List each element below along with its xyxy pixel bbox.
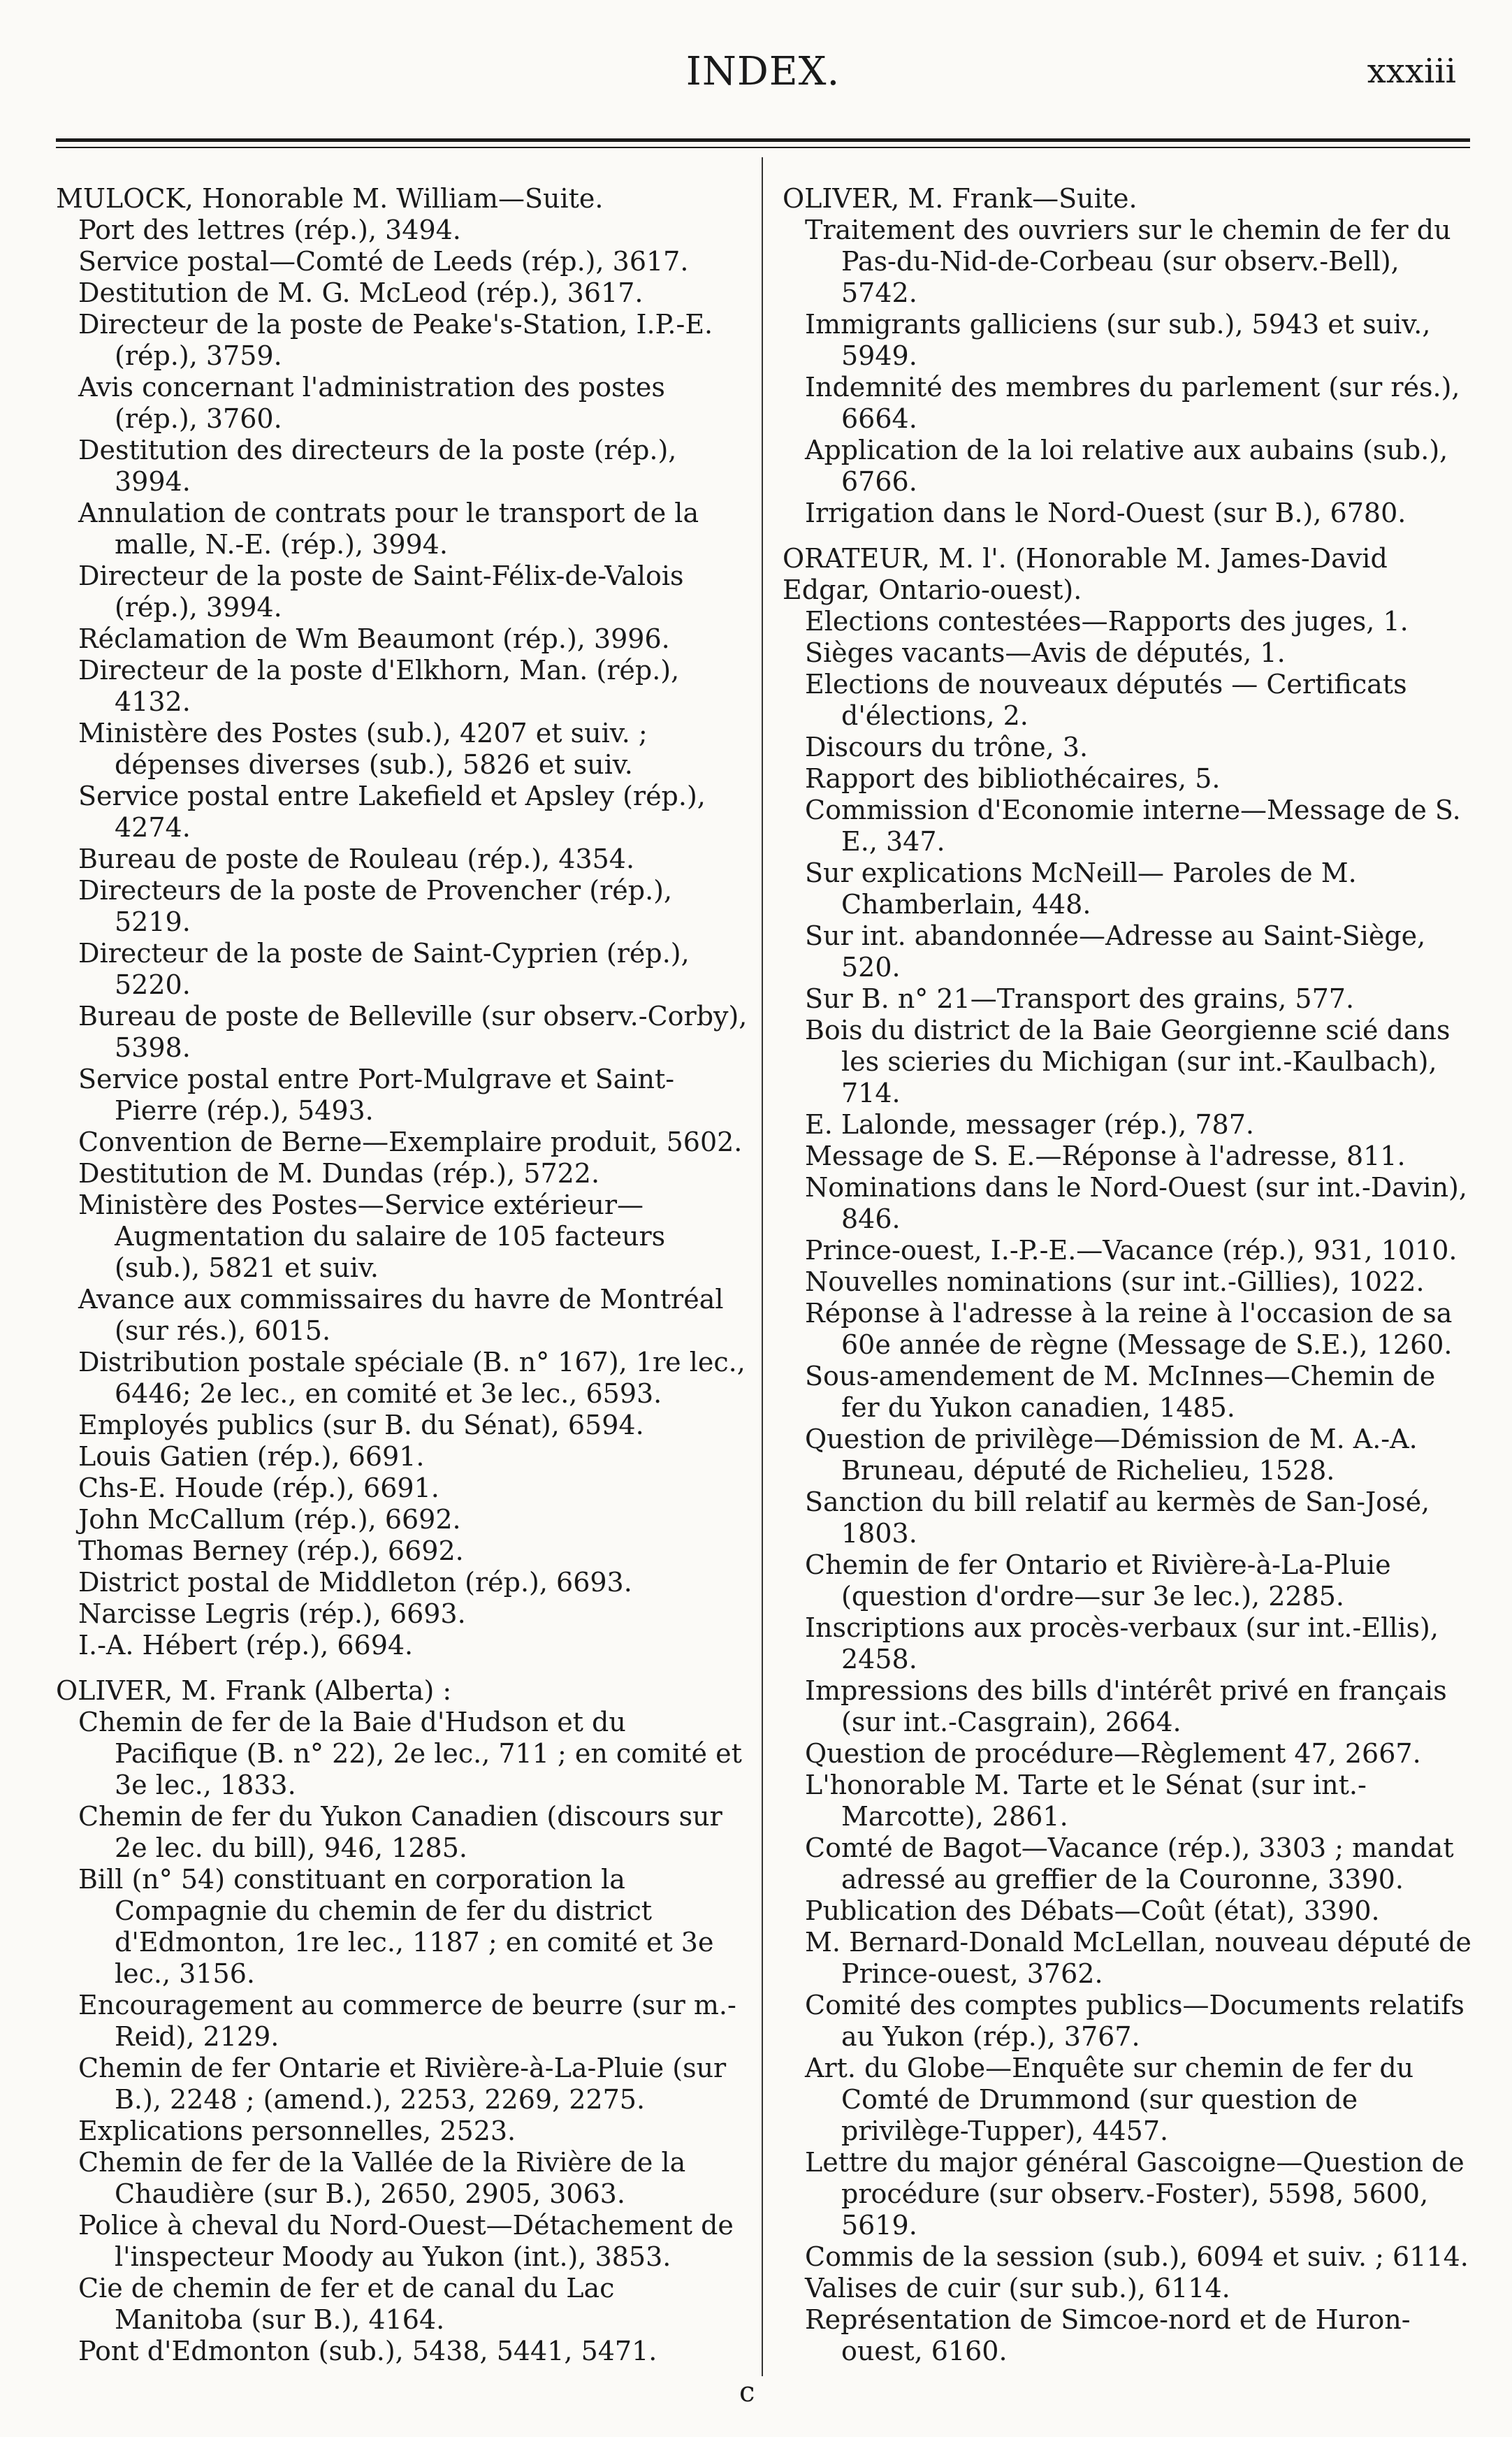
entry-text: Directeur de la poste de Saint-Félix-de-Valois (rép.), 3994.	[78, 561, 684, 623]
entry-text: Impressions des bills d'intérêt privé en français (sur int.-Casgrain), 2664.	[805, 1675, 1447, 1737]
entry-text: Indemnité des membres du parlement (sur rés.), 6664.	[805, 372, 1460, 434]
entry-text: Immigrants galliciens (sur sub.), 5943 et suiv., 5949.	[805, 309, 1431, 371]
entry-text: Traitement des ouvriers sur le chemin de fer du Pas-du-Nid-de-Corbeau (sur observ.-Bell), 5742.	[805, 215, 1451, 308]
index-entry	[783, 795, 1474, 858]
index-entry	[56, 844, 748, 875]
entry-text: Elections de nouveaux députés — Certificats d'élections, 2.	[805, 669, 1407, 731]
index-entry	[56, 1441, 748, 1473]
index-entry	[56, 561, 748, 623]
index-entry	[56, 498, 748, 561]
index-section	[783, 543, 1474, 2367]
index-entry	[783, 606, 1474, 637]
index-entry	[783, 498, 1474, 529]
index-entry	[56, 1990, 748, 2053]
entry-text: Chemin de fer Ontario et Rivière-à-La-Pluie (question d'ordre—sur 3e lec.), 2285.	[805, 1549, 1391, 1612]
index-entry	[783, 763, 1474, 795]
entry-text: Bois du district de la Baie Georgienne scié dans les scieries du Michigan (sur int.-Kaulbach), 714.	[805, 1015, 1451, 1108]
index-entry	[56, 2147, 748, 2210]
entry-text: Réponse à l'adresse à la reine à l'occasion de sa 60e année de règne (Message de S.E.), 1260.	[805, 1298, 1453, 1360]
right-column	[783, 183, 1474, 2381]
index-entry	[783, 1141, 1474, 1172]
index-entry	[56, 1347, 748, 1410]
index-entry	[56, 1801, 748, 1864]
entry-text: District postal de Middleton (rép.), 6693.	[78, 1567, 632, 1598]
index-section	[56, 183, 748, 1661]
footer-signature-mark: c	[739, 2376, 755, 2408]
entry-text: Bureau de poste de Belleville (sur observ.-Corby), 5398.	[78, 1001, 748, 1063]
entry-text: Convention de Berne—Exemplaire produit, 5602.	[78, 1127, 743, 1157]
entry-text: Directeur de la poste de Saint-Cyprien (rép.), 5220.	[78, 938, 690, 1000]
index-entry	[56, 309, 748, 372]
entry-text: Comté de Bagot—Vacance (rép.), 3303 ; mandat adressé au greffier de la Couronne, 3390.	[805, 1832, 1454, 1895]
index-entry	[56, 1127, 748, 1158]
index-entry	[56, 1189, 748, 1284]
entry-text: Bill (n° 54) constituant en corporation la Compagnie du chemin de fer du district d'Edmonton, 1re lec., 1187 ; en comité et 3e lec., 3156.	[78, 1864, 714, 1989]
index-entry	[783, 1487, 1474, 1549]
entry-text: Chemin de fer de la Baie d'Hudson et du Pacifique (B. n° 22), 2e lec., 711 ; en comité et 3e lec., 1833.	[78, 1707, 742, 1800]
section-heading: OLIVER, M. Frank—Suite.	[783, 183, 1137, 214]
index-entry	[56, 1707, 748, 1801]
index-entry	[56, 2273, 748, 2336]
index-entry	[783, 1927, 1474, 1990]
index-entry	[783, 732, 1474, 763]
entry-text: Lettre du major général Gascoigne—Question de procédure (sur observ.-Foster), 5598, 5600, 5619.	[805, 2147, 1464, 2241]
entry-text: Chemin de fer du Yukon Canadien (discours sur 2e lec. du bill), 946, 1285.	[78, 1801, 722, 1863]
index-section	[56, 1675, 748, 2367]
index-entry	[783, 1770, 1474, 1832]
entry-text: Elections contestées—Rapports des juges, 1.	[805, 606, 1409, 637]
entry-text: Service postal entre Lakefield et Apsley (rép.), 4274.	[78, 781, 706, 843]
index-entry	[56, 215, 748, 246]
entry-text: Encouragement au commerce de beurre (sur m.-Reid), 2129.	[78, 1990, 736, 2052]
entry-text: Commission d'Economie interne—Message de S. E., 347.	[805, 795, 1461, 857]
entry-text: Rapport des bibliothécaires, 5.	[805, 763, 1221, 794]
index-entry	[783, 309, 1474, 372]
index-entry	[56, 2053, 748, 2116]
index-entry	[783, 1612, 1474, 1675]
entry-text: Discours du trône, 3.	[805, 732, 1089, 762]
entry-text: Louis Gatien (rép.), 6691.	[78, 1441, 425, 1472]
page-header	[56, 49, 1470, 105]
index-entry	[56, 655, 748, 718]
index-entry	[56, 277, 748, 309]
index-entry	[56, 938, 748, 1001]
index-entry	[783, 1015, 1474, 1109]
entry-text: Annulation de contrats pour le transport de la malle, N.-E. (rép.), 3994.	[78, 498, 699, 560]
index-entry	[56, 1284, 748, 1347]
entry-text: M. Bernard-Donald McLellan, nouveau député de Prince-ouest, 3762.	[805, 1927, 1471, 1989]
entry-text: Art. du Globe—Enquête sur chemin de fer du Comté de Drummond (sur question de privilège-Tupper), 4457.	[805, 2053, 1414, 2146]
entry-text: Explications personnelles, 2523.	[78, 2116, 516, 2146]
index-entry	[783, 2053, 1474, 2147]
index-entry	[56, 875, 748, 938]
index-entry	[783, 2241, 1474, 2273]
entry-text: Réclamation de Wm Beaumont (rép.), 3996.	[78, 623, 670, 654]
entry-text: Sur B. n° 21—Transport des grains, 577.	[805, 983, 1355, 1014]
entry-text: Publication des Débats—Coût (état), 3390.	[805, 1895, 1380, 1926]
index-entry	[56, 1504, 748, 1535]
header-rule-thick	[56, 138, 1470, 142]
index-entry	[783, 1549, 1474, 1612]
index-entry	[783, 1832, 1474, 1895]
index-entry	[56, 435, 748, 498]
entry-text: Sièges vacants—Avis de députés, 1.	[805, 637, 1286, 668]
index-entry	[56, 2210, 748, 2273]
entry-text: Prince-ouest, I.-P.-E.—Vacance (rép.), 931, 1010.	[805, 1235, 1458, 1266]
left-column	[56, 183, 748, 2381]
index-entry	[783, 983, 1474, 1015]
entry-text: Avis concernant l'administration des postes (rép.), 3760.	[78, 372, 665, 434]
entry-text: Service postal—Comté de Leeds (rép.), 3617.	[78, 246, 689, 277]
index-entry	[56, 1158, 748, 1189]
index-entry	[56, 1567, 748, 1598]
entry-text: Ministère des Postes—Service extérieur—Augmentation du salaire de 105 facteurs (sub.), 5821 et suiv.	[78, 1189, 666, 1283]
index-entry	[56, 1410, 748, 1441]
index-section	[783, 183, 1474, 529]
entry-text: I.-A. Hébert (rép.), 6694.	[78, 1630, 414, 1661]
entry-text: Comité des comptes publics—Documents relatifs au Yukon (rép.), 3767.	[805, 1990, 1464, 2052]
entry-text: Destitution de M. Dundas (rép.), 5722.	[78, 1158, 600, 1189]
index-entry	[783, 1109, 1474, 1141]
index-entry	[783, 920, 1474, 983]
index-entry	[783, 2147, 1474, 2241]
index-entry	[783, 1675, 1474, 1738]
entry-text: Chemin de fer Ontarie et Rivière-à-La-Pluie (sur B.), 2248 ; (amend.), 2253, 2269, 2275.	[78, 2053, 727, 2115]
entry-text: Application de la loi relative aux aubains (sub.), 6766.	[805, 435, 1448, 497]
index-entry	[783, 2273, 1474, 2304]
entry-text: Bureau de poste de Rouleau (rép.), 4354.	[78, 844, 635, 874]
entry-text: Valises de cuir (sur sub.), 6114.	[805, 2273, 1230, 2304]
entry-text: Nominations dans le Nord-Ouest (sur int.-Davin), 846.	[805, 1172, 1467, 1234]
index-entry	[56, 718, 748, 781]
index-entry	[56, 1630, 748, 1661]
entry-text: Chemin de fer de la Vallée de la Rivière de la Chaudière (sur B.), 2650, 2905, 3063.	[78, 2147, 686, 2209]
index-entry	[783, 2304, 1474, 2367]
index-entry	[783, 1361, 1474, 1424]
index-entry	[56, 2116, 748, 2147]
index-entry	[783, 1990, 1474, 2053]
entry-text: Sur explications McNeill— Paroles de M. Chamberlain, 448.	[805, 858, 1357, 920]
entry-text: Port des lettres (rép.), 3494.	[78, 215, 461, 245]
index-entry	[783, 1172, 1474, 1235]
index-entry	[783, 637, 1474, 669]
column-divider	[762, 157, 763, 2376]
index-entry	[56, 246, 748, 277]
index-entry	[56, 1535, 748, 1567]
index-entry	[56, 1864, 748, 1990]
entry-text: Irrigation dans le Nord-Ouest (sur B.), 6780.	[805, 498, 1406, 528]
section-heading: OLIVER, M. Frank (Alberta) :	[56, 1675, 452, 1706]
section-heading: MULOCK, Honorable M. William—Suite.	[56, 183, 604, 214]
index-entry	[783, 1266, 1474, 1298]
entry-text: Distribution postale spéciale (B. n° 167), 1re lec., 6446; 2e lec., en comité et 3e lec., 6593.	[78, 1347, 746, 1409]
index-entry	[783, 372, 1474, 435]
entry-text: Commis de la session (sub.), 6094 et suiv. ; 6114.	[805, 2241, 1469, 2272]
index-entry	[56, 2336, 748, 2367]
index-entry	[56, 372, 748, 435]
index-entry	[56, 1001, 748, 1064]
entry-text: E. Lalonde, messager (rép.), 787.	[805, 1109, 1254, 1140]
index-entry	[783, 215, 1474, 309]
entry-text: Question de privilège—Démission de M. A.-A. Bruneau, député de Richelieu, 1528.	[805, 1424, 1418, 1486]
entry-text: Sur int. abandonnée—Adresse au Saint-Siège, 520.	[805, 920, 1426, 983]
entry-text: Destitution de M. G. McLeod (rép.), 3617.	[78, 277, 644, 308]
section-heading: ORATEUR, M. l'. (Honorable M. James-David Edgar, Ontario-ouest).	[783, 543, 1388, 605]
index-entry	[783, 435, 1474, 498]
entry-text: Police à cheval du Nord-Ouest—Détachement de l'inspecteur Moody au Yukon (int.), 3853.	[78, 2210, 734, 2272]
entry-text: Directeurs de la poste de Provencher (rép.), 5219.	[78, 875, 673, 937]
entry-text: Nouvelles nominations (sur int.-Gillies), 1022.	[805, 1266, 1425, 1297]
entry-text: Question de procédure—Règlement 47, 2667.	[805, 1738, 1421, 1769]
entry-text: Sous-amendement de M. McInnes—Chemin de fer du Yukon canadien, 1485.	[805, 1361, 1436, 1423]
entry-text: Sanction du bill relatif au kermès de San-José, 1803.	[805, 1487, 1430, 1549]
index-entry	[56, 781, 748, 844]
entry-text: Narcisse Legris (rép.), 6693.	[78, 1598, 466, 1629]
header-rule-thin	[56, 147, 1470, 148]
index-entry	[56, 1473, 748, 1504]
index-entry	[783, 1738, 1474, 1770]
page-number: xxxiii	[1367, 52, 1456, 91]
page-title: INDEX.	[685, 49, 841, 94]
entry-text: Employés publics (sur B. du Sénat), 6594.	[78, 1410, 644, 1440]
entry-text: Message de S. E.—Réponse à l'adresse, 811.	[805, 1141, 1406, 1171]
entry-text: Avance aux commissaires du havre de Montréal (sur rés.), 6015.	[78, 1284, 724, 1346]
index-entry	[56, 623, 748, 655]
entry-text: Ministère des Postes (sub.), 4207 et suiv. ; dépenses diverses (sub.), 5826 et suiv.	[78, 718, 648, 780]
entry-text: Pont d'Edmonton (sub.), 5438, 5441, 5471.	[78, 2336, 657, 2366]
entry-text: Directeur de la poste de Peake's-Station, I.P.-E. (rép.), 3759.	[78, 309, 713, 371]
index-entry	[783, 1424, 1474, 1487]
index-entry	[783, 858, 1474, 920]
index-entry	[56, 1598, 748, 1630]
entry-text: Représentation de Simcoe-nord et de Huron-ouest, 6160.	[805, 2304, 1411, 2366]
index-entry	[783, 1895, 1474, 1927]
entry-text: Directeur de la poste d'Elkhorn, Man. (rép.), 4132.	[78, 655, 680, 717]
entry-text: John McCallum (rép.), 6692.	[78, 1504, 461, 1535]
index-entry	[783, 1235, 1474, 1266]
entry-text: Service postal entre Port-Mulgrave et Saint-Pierre (rép.), 5493.	[78, 1064, 675, 1126]
index-entry	[56, 1064, 748, 1127]
entry-text: Inscriptions aux procès-verbaux (sur int.-Ellis), 2458.	[805, 1612, 1439, 1675]
index-entry	[783, 1298, 1474, 1361]
index-entry	[783, 669, 1474, 732]
entry-text: Destitution des directeurs de la poste (rép.), 3994.	[78, 435, 677, 497]
entry-text: L'honorable M. Tarte et le Sénat (sur int.-Marcotte), 2861.	[805, 1770, 1367, 1832]
entry-text: Chs-E. Houde (rép.), 6691.	[78, 1473, 439, 1503]
entry-text: Thomas Berney (rép.), 6692.	[78, 1535, 464, 1566]
entry-text: Cie de chemin de fer et de canal du Lac Manitoba (sur B.), 4164.	[78, 2273, 615, 2335]
